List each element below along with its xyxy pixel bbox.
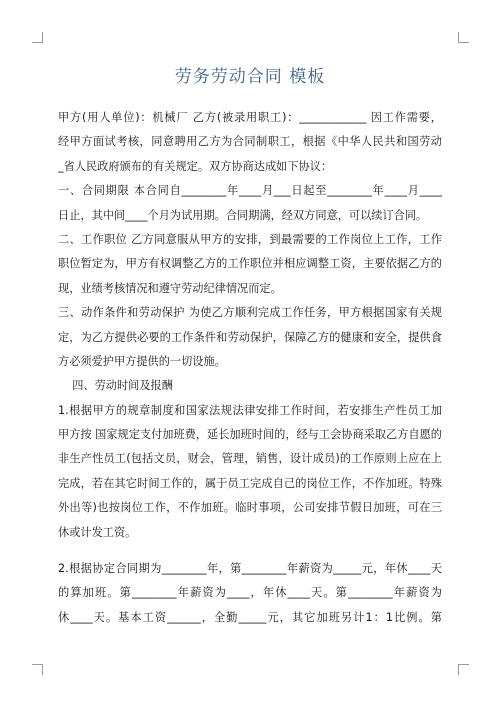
text-line: 职位暂定为，甲方有权调整乙方的工作职位并相应调整工资，主要依据乙方的 bbox=[58, 257, 442, 271]
crop-mark-bottom-left bbox=[32, 664, 43, 675]
text-line: 休或计发工资。 bbox=[58, 525, 137, 539]
contract-body bbox=[58, 106, 442, 630]
text-line: 方必须爱护甲方提供的一切设施。 bbox=[58, 354, 226, 368]
text-line: 1.根据甲方的规章制度和国家法规法律安排工作时间，若安排生产性员工加 bbox=[58, 403, 442, 417]
text-line: 一、合同期限 本合同自________年____月___日起至________年____月____ bbox=[58, 184, 442, 198]
text-line: 完成，若在其它时间工作的，属于员工完成自己的岗位工作，不作加班。特殊 bbox=[58, 476, 442, 490]
text-line: 休____天。基本工资______，全勤_____元，其它加班另计1：1比例。第 bbox=[58, 610, 442, 624]
crop-mark-top-right bbox=[458, 32, 469, 43]
text-line: 外出等)也按岗位工作，不作加班。临时事项，公司安排节假日加班，可在三 bbox=[58, 501, 442, 515]
crop-mark-top-left bbox=[32, 32, 43, 43]
text-line: 经甲方面试考核，同意聘用乙方为合同制职工，根据《中华人民共和国劳动 bbox=[58, 135, 442, 149]
text-line: 二、工作职位 乙方同意服从甲方的安排，到最需要的工作岗位上工作，工作 bbox=[58, 232, 442, 246]
text-line: 三、动作条件和劳动保护 为使乙方顺利完成工作任务，甲方根据国家有关规 bbox=[58, 306, 442, 320]
text-line: 甲方按 国家规定支付加班费，延长加班时间的，经与工会协商采取乙方自愿的 bbox=[58, 428, 442, 442]
text-line: _省人民政府颁布的有关规定。双方协商达成如下协议： bbox=[58, 159, 333, 173]
text-line: 2.根据协定合同期为________年，第________年薪资为_____元，年休____天 bbox=[58, 562, 442, 576]
text-line: 现，业绩考核情况和遵守劳动纪律情况而定。 bbox=[58, 281, 282, 295]
crop-mark-bottom-right bbox=[458, 664, 469, 675]
text-line: 定，为乙方提供必要的工作条件和劳动保护，保障乙方的健康和安全，提供食 bbox=[58, 330, 442, 344]
text-line: 甲方(用人单位)：机械厂 乙方(被录用职工)：____________ 因工作需要， bbox=[58, 111, 442, 124]
text-line: 的算加班。第________年薪资为____，年休____天。第________年薪资为 bbox=[58, 586, 442, 600]
text-line: 非生产性员工(包括文员，财会，管理，销售，设计成员)的工作原则上应在上 bbox=[58, 452, 442, 466]
section-heading: 四、劳动时间及报酬 bbox=[58, 379, 173, 393]
paragraph-gap bbox=[58, 545, 442, 557]
document-title: 劳务劳动合同 模板 bbox=[174, 67, 326, 87]
text-line: 日止，其中间____个月为试用期。合同期满，经双方同意，可以续订合同。 bbox=[58, 208, 428, 222]
